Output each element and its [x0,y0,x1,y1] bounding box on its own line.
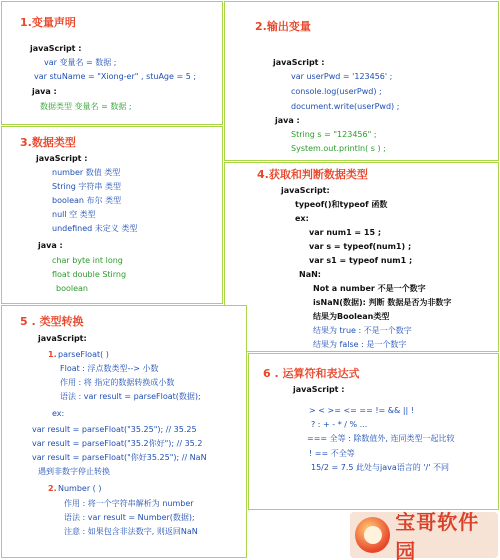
panel-typeof [224,162,499,352]
text-line: 结果为Boolean类型 [313,312,390,321]
code-line: console.log(userPwd) ; [291,87,382,96]
text-line: isNaN(数据): 判断 数据是否为非数字 [313,298,452,307]
type-line: number 数值 类型 [52,168,121,177]
code-line: var userPwd = '123456' ; [291,72,393,81]
code-line: var result = parseFloat("35.25"); // 35.25 [32,425,197,434]
code-line: var result = parseFloat("你好35.25"); // NaN [32,453,207,462]
text-line: === 全等 : 除数值外, 连同类型一起比较 [307,434,455,443]
text-line: 注意 : 如果包含非法数字, 则返回NaN [64,527,198,536]
language-label: javaScript: [281,186,330,195]
code-line: String s = "123456" ; [291,130,377,139]
type-line: char byte int long [52,256,123,265]
code-line: System.out.println( s ) ; [291,144,386,153]
text-line: ! == 不全等 [309,449,355,458]
panel-title: 5 . 类型转换 [20,315,84,328]
text-line: 语法 : var result = parseFloat(数据); [60,392,201,401]
text-line: NaN: [299,270,321,279]
operator-line: > < >= <= == != && || ! [309,406,414,415]
text-line: ex: [52,409,65,418]
panel-type-conversion [1,305,247,558]
text-line: 结果为 false : 是一个数字 [313,340,407,349]
panel-operators [248,353,499,510]
type-line: undefined 未定义 类型 [52,224,138,233]
language-label: java : [38,241,63,250]
operator-line: ? : + - * / % ... [311,420,368,429]
language-label: javaScript : [293,385,345,394]
code-line: var num1 = 15 ; [309,228,382,237]
code-line: var 变量名 = 数据 ; [44,58,117,67]
watermark-text: 宝哥软件园 [395,510,480,560]
code-line: var result = parseFloat("35.2你好"); // 35.2 [32,439,203,448]
text-line: 遇到非数字停止转换 [38,467,110,476]
function-name: parseFloat( ) [58,350,109,359]
text-line: 作用 : 将一个字符串解析为 number [64,499,194,508]
text-line: typeof()和typeof 函数 [295,200,388,209]
text-line: Not a number 不是一个数字 [313,284,426,293]
type-line: String 字符串 类型 [52,182,121,191]
step-number: 2. [48,484,57,493]
code-line: document.write(userPwd) ; [291,102,400,111]
code-line: var s1 = typeof num1 ; [309,256,413,265]
step-number: 1. [48,350,57,359]
panel-title: 4.获取和判断数据类型 [257,168,368,181]
panel-output-variable [224,1,499,161]
type-line: boolean 布尔 类型 [52,196,122,205]
language-label: javaScript: [38,334,87,343]
type-line: null 空 类型 [52,210,96,219]
language-label: javaScript : [36,154,88,163]
text-line: 15/2 = 7.5 此处与java语言的 '/' 不同 [311,463,449,472]
watermark [350,512,498,558]
panel-title: 2.输出变量 [255,20,311,33]
function-name: Number ( ) [58,484,102,493]
panel-variable-declaration [1,1,223,125]
panel-title: 6 . 运算符和表达式 [263,367,360,380]
code-line: var s = typeof(num1) ; [309,242,412,251]
language-label: javaScript : [30,44,82,53]
fan-logo-icon [355,517,390,553]
code-line: var stuName = "Xiong-er" , stuAge = 5 ; [34,72,197,81]
text-line: 语法 : var result = Number(数据); [64,513,195,522]
text-line: 作用 : 将 指定的数据转换成小数 [60,378,175,387]
panel-data-types [1,126,223,304]
language-label: java : [32,87,57,96]
type-line: float double Stirng [52,270,127,279]
code-line: 数据类型 变量名 = 数据 ; [40,102,132,111]
text-line: ex: [295,214,309,223]
panel-title: 1.变量声明 [20,16,76,29]
language-label: java : [275,116,300,125]
text-line: 结果为 true : 不是一个数字 [313,326,412,335]
text-line: Float : 浮点数类型--> 小数 [60,364,159,373]
language-label: javaScript : [273,58,325,67]
panel-title: 3.数据类型 [20,136,76,149]
type-line: boolean [56,284,88,293]
